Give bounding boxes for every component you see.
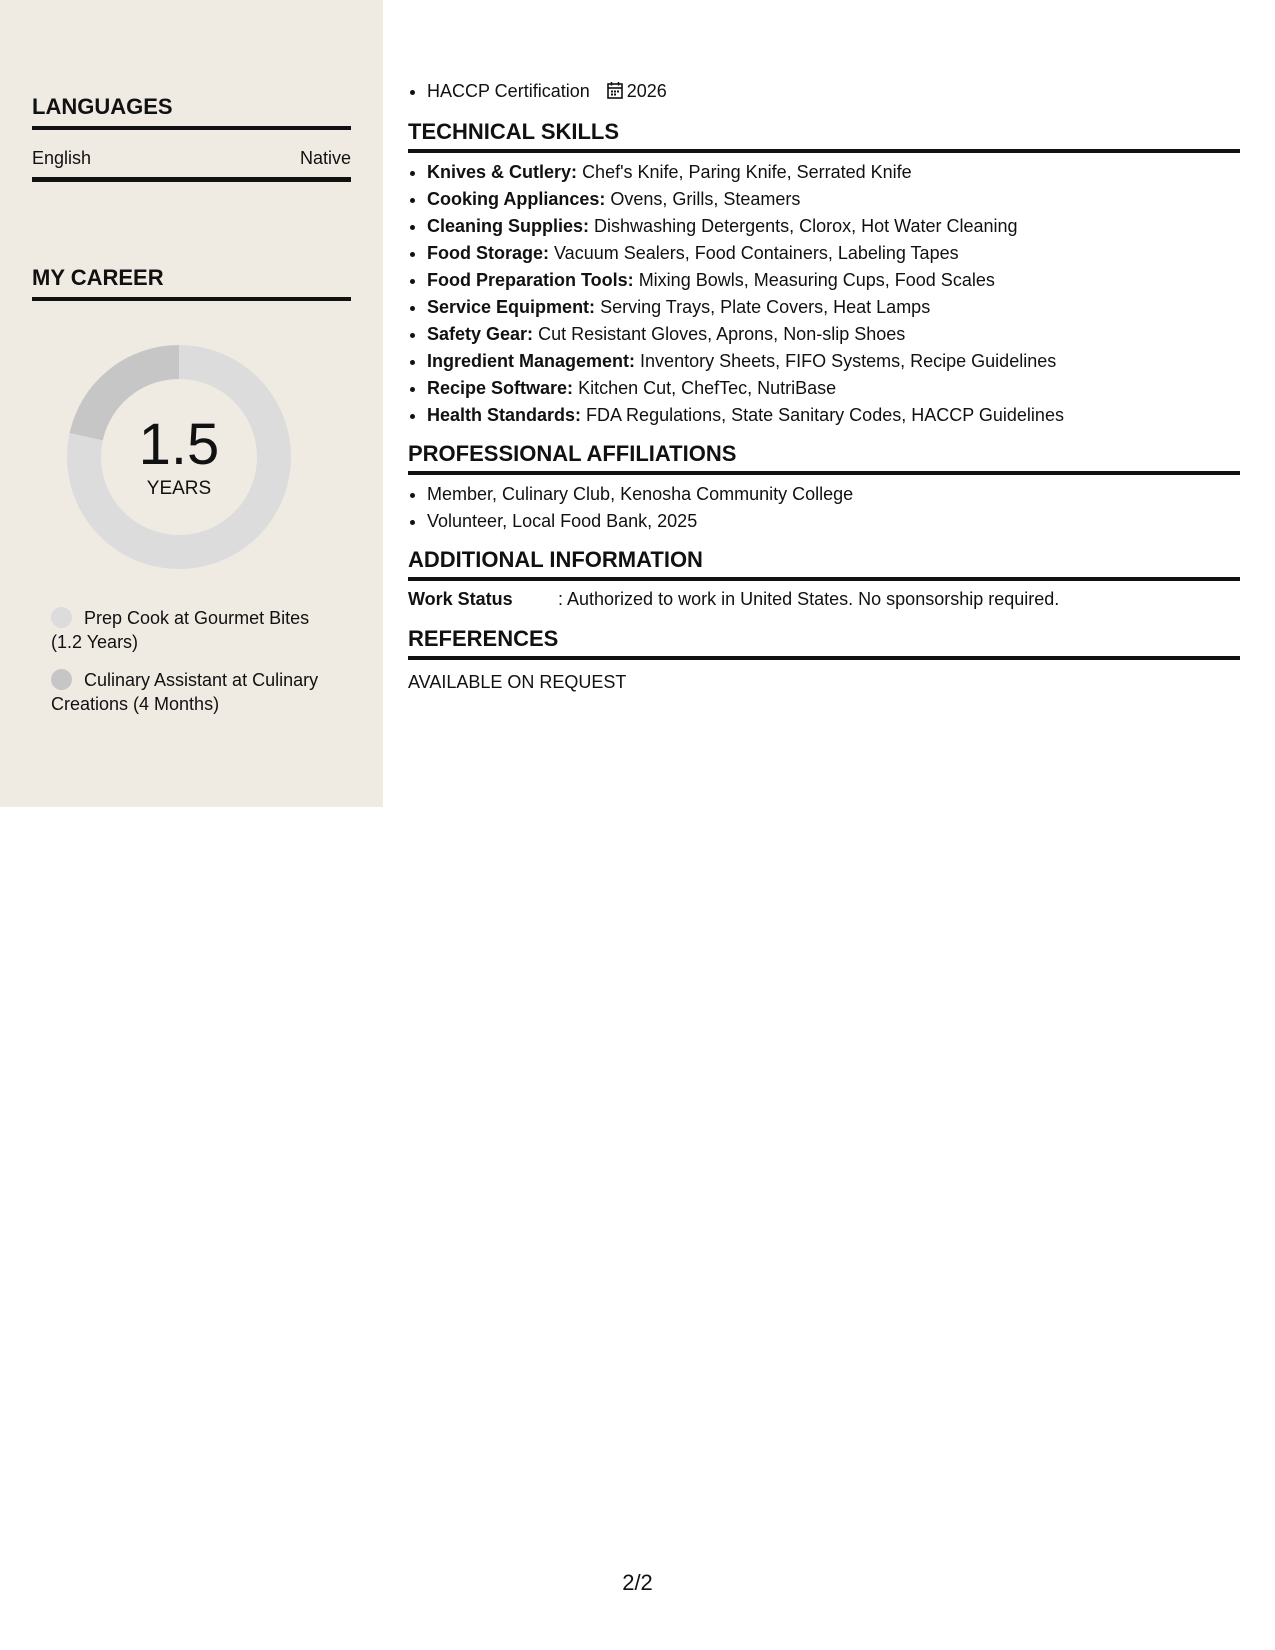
additional-info-section	[408, 547, 1240, 610]
certification-name: HACCP Certification	[427, 81, 590, 101]
affiliations-heading: PROFESSIONAL AFFILIATIONS	[408, 441, 1240, 475]
skill-value: Serving Trays, Plate Covers, Heat Lamps	[600, 297, 931, 317]
affiliation-item: • Member, Culinary Club, Kenosha Community College	[427, 481, 1240, 508]
skill-label: Service Equipment:	[427, 297, 596, 317]
legend-dot-icon	[51, 607, 72, 628]
languages-section	[32, 94, 351, 182]
skill-label: Safety Gear:	[427, 324, 534, 344]
work-status-row	[408, 589, 1240, 610]
skill-label: Cooking Appliances:	[427, 189, 606, 209]
certification-list	[408, 78, 1240, 107]
skill-value: Mixing Bowls, Measuring Cups, Food Scales	[638, 270, 995, 290]
skill-value: FDA Regulations, State Sanitary Codes, HACCP Guidelines	[586, 405, 1064, 425]
skill-value: Cut Resistant Gloves, Aprons, Non-slip Shoes	[538, 324, 906, 344]
technical-skills-list	[408, 159, 1240, 429]
career-legend-label: Prep Cook at Gourmet Bites (1.2 Years)	[51, 608, 310, 652]
affiliations-list	[408, 481, 1240, 535]
career-total-value: 1.5	[138, 412, 220, 477]
skill-item	[427, 186, 1240, 213]
language-level: Native	[299, 148, 351, 168]
technical-skills-heading: TECHNICAL SKILLS	[408, 119, 1240, 153]
career-donut-chart	[67, 345, 291, 569]
career-legend-entry	[51, 606, 341, 654]
career-legend-item-2	[51, 668, 341, 716]
skill-value: Chef's Knife, Paring Knife, Serrated Knife	[582, 162, 912, 182]
skill-item	[427, 321, 1240, 348]
references-section	[408, 626, 1240, 693]
career-legend-label: Culinary Assistant at Culinary Creations (4 Months)	[51, 670, 319, 714]
skill-value: Ovens, Grills, Steamers	[610, 189, 801, 209]
career-section	[32, 265, 351, 301]
skill-item	[427, 240, 1240, 267]
skill-label: Recipe Software:	[427, 378, 574, 398]
references-text: AVAILABLE ON REQUEST	[408, 672, 627, 692]
page-number: 2/2	[622, 1570, 653, 1595]
certification-item	[427, 78, 1240, 107]
skill-value: Inventory Sheets, FIFO Systems, Recipe Guidelines	[640, 351, 1057, 371]
legend-dot-icon	[51, 669, 72, 690]
language-name: English	[32, 148, 92, 168]
skill-item	[427, 294, 1240, 321]
certification-year: 2026	[626, 81, 667, 101]
work-status-value: : Authorized to work in United States. No sponsorship required.	[558, 589, 1060, 609]
skill-label: Food Storage:	[427, 243, 549, 263]
skill-label: Ingredient Management:	[427, 351, 636, 371]
affiliations-section	[408, 441, 1240, 535]
skill-item	[427, 159, 1240, 186]
skill-item	[427, 402, 1240, 429]
skill-label: Cleaning Supplies:	[427, 216, 590, 236]
skill-value: Vacuum Sealers, Food Containers, Labeling Tapes	[554, 243, 959, 263]
technical-skills-section	[408, 119, 1240, 429]
affiliation-item: • Volunteer, Local Food Bank, 2025	[427, 508, 1240, 535]
calendar-icon	[607, 80, 623, 107]
skill-value: Dishwashing Detergents, Clorox, Hot Water Cleaning	[594, 216, 1018, 236]
main-content	[408, 78, 1240, 693]
skill-label: Food Preparation Tools:	[427, 270, 634, 290]
career-legend-item-1	[51, 606, 341, 654]
skill-item	[427, 348, 1240, 375]
language-row	[32, 148, 351, 182]
languages-heading: LANGUAGES	[32, 94, 351, 130]
career-heading: MY CAREER	[32, 265, 351, 301]
work-status-label: Work Status	[408, 589, 513, 609]
references-heading: REFERENCES	[408, 626, 1240, 660]
skill-item	[427, 267, 1240, 294]
skill-label: Knives & Cutlery:	[427, 162, 578, 182]
skill-label: Health Standards:	[427, 405, 582, 425]
sidebar	[0, 0, 383, 807]
career-legend-entry	[51, 668, 341, 716]
additional-info-heading: ADDITIONAL INFORMATION	[408, 547, 1240, 581]
skill-value: Kitchen Cut, ChefTec, NutriBase	[578, 378, 837, 398]
career-total-unit: YEARS	[146, 478, 212, 499]
skill-item	[427, 375, 1240, 402]
career-total	[67, 345, 291, 569]
skill-item	[427, 213, 1240, 240]
